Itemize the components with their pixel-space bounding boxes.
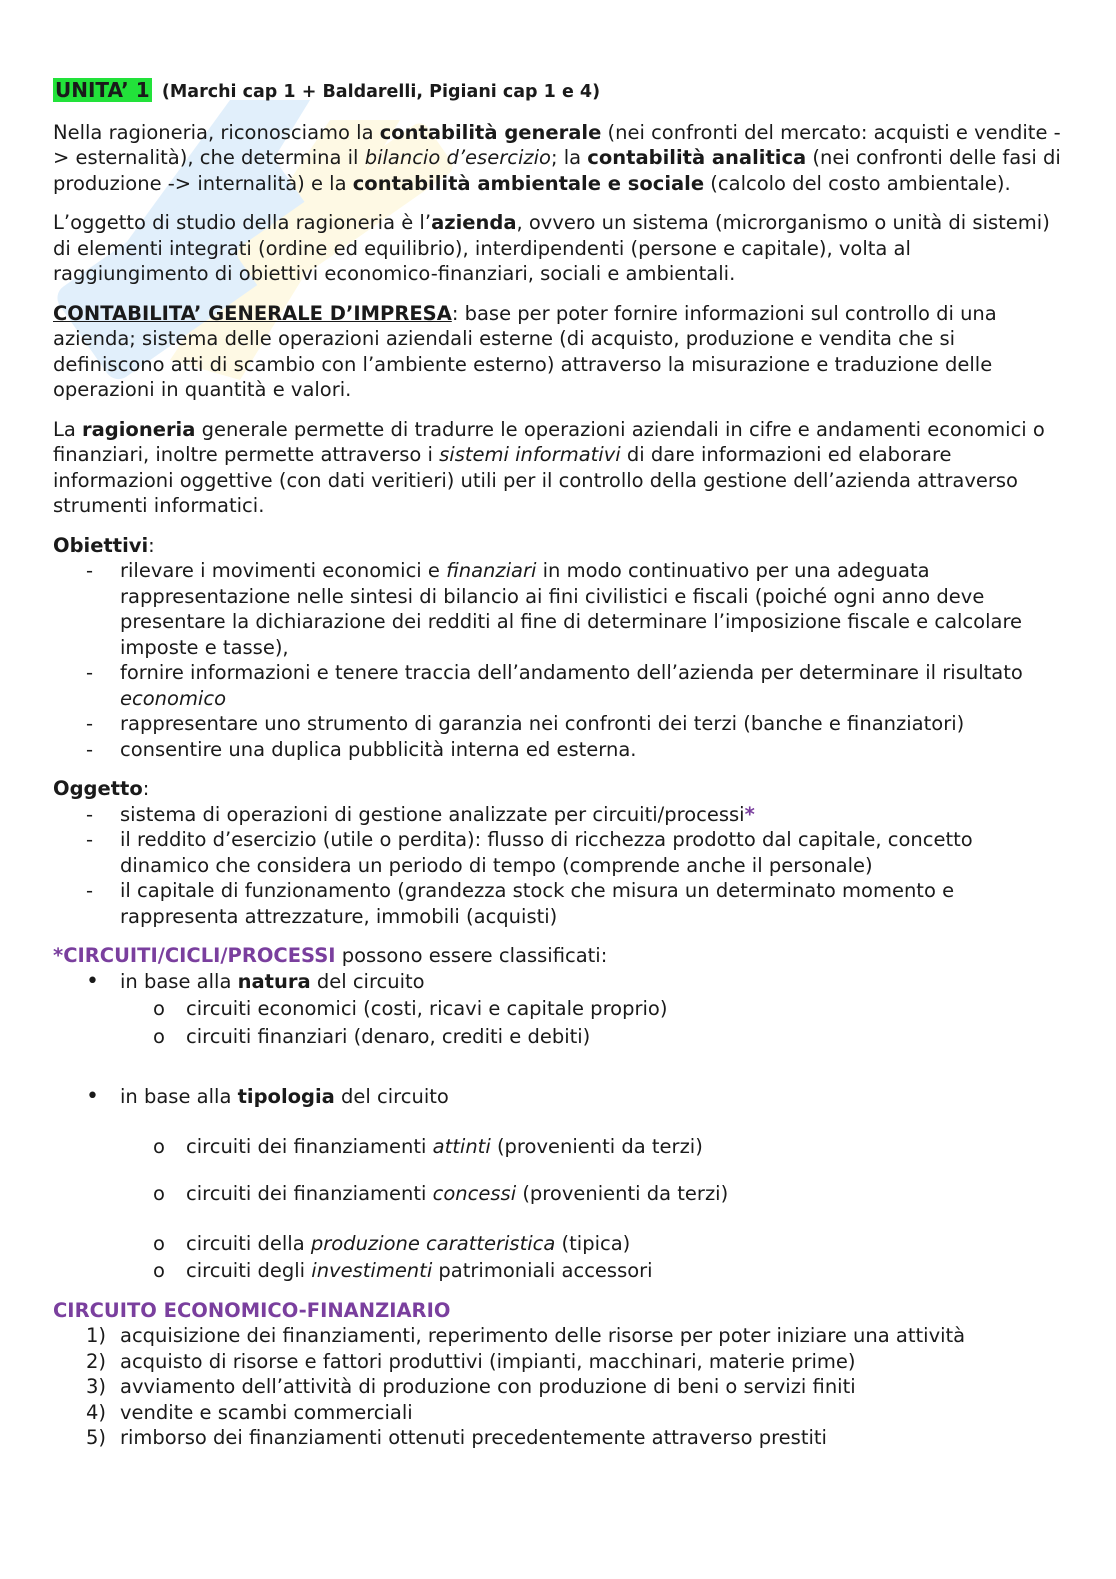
text: circuiti degli <box>186 1259 312 1282</box>
list-item: - il capitale di funzionamento (grandezza stock che misura un determinato momento e rappresenta attrezzature, immobili (acquisti) <box>53 878 1063 929</box>
step-number: 3) <box>86 1375 107 1398</box>
text: possono essere classificati: <box>335 944 608 967</box>
text: : base per poter fornire informazioni sul controllo di una azienda; sistema delle operazioni aziendali esterne (di acquisto, produzione e vendita che si definiscono atti di scambio con l’ambiente esterno) attraverso la misurazione e traduzione delle operazioni in quantità e valori. <box>53 301 997 401</box>
text: patrimoniali accessori <box>432 1259 653 1282</box>
list-item <box>53 1084 1063 1110</box>
circuiti-natura-list <box>53 969 1063 995</box>
text: in base alla <box>120 969 238 993</box>
text: La <box>53 417 83 441</box>
natura-sublist <box>53 996 1063 1049</box>
step-text: avviamento dell’attività di produzione con produzione di beni o servizi finiti <box>120 1375 856 1398</box>
paragraph-ragioneria-generale <box>53 417 1063 519</box>
text: del circuito <box>334 1085 449 1108</box>
text: concessi <box>432 1182 517 1205</box>
unit-heading <box>53 78 1063 106</box>
list-item <box>53 969 1063 995</box>
term-bilancio: bilancio d’esercizio <box>364 146 551 169</box>
text: L’oggetto di studio della ragioneria è l’ <box>53 211 432 234</box>
text: ; la <box>550 146 588 169</box>
term-contabilita-generale: contabilità generale <box>379 120 602 144</box>
obiettivi-list <box>53 558 1063 762</box>
step-text: vendite e scambi commerciali <box>120 1400 413 1424</box>
list-item <box>53 1258 1063 1284</box>
text: natura <box>237 969 311 993</box>
circuito-ef-steps <box>53 1323 1063 1451</box>
step-item <box>53 1425 1063 1451</box>
text: (nei confronti del mercato: acquisti e vendite -> esternalità), che determina il <box>53 120 1061 169</box>
list-item <box>53 558 1063 660</box>
step-number: 4) <box>86 1400 107 1424</box>
term-contabilita-ambientale: contabilità ambientale e sociale <box>352 171 705 195</box>
text: (calcolo del costo ambientale). <box>704 171 1011 195</box>
circuiti-title: *CIRCUITI/CICLI/PROCESSI <box>53 944 336 967</box>
list-item <box>53 802 1063 828</box>
text: del circuito <box>310 969 425 993</box>
text: generale permette di tradurre le operazioni aziendali in cifre e andamenti economici o finanziari, inoltre permette attraverso i <box>53 417 1045 466</box>
step-item <box>53 1349 1063 1375</box>
text: (provenienti da terzi) <box>490 1134 703 1158</box>
text: circuiti della <box>186 1231 311 1255</box>
unit-sources: (Marchi cap 1 + Baldarelli, Pigiani cap 1 e 4) <box>161 82 601 102</box>
list-item: - il reddito d’esercizio (utile o perdita): flusso di ricchezza prodotto dal capitale, concetto dinamico che considera un periodo di tempo (comprende anche il personale) <box>53 827 1063 878</box>
list-item: - rappresentare uno strumento di garanzia nei confronti dei terzi (banche e finanziatori) <box>53 711 1063 737</box>
text: tipologia <box>237 1085 335 1108</box>
step-item <box>53 1400 1063 1426</box>
circuito-ef-title: CIRCUITO ECONOMICO-FINANZIARIO <box>53 1298 451 1322</box>
obiettivi-section <box>53 533 1063 763</box>
text: di dare informazioni ed elaborare informazioni oggettive (con dati veritieri) utili per il controllo della gestione dell’azienda attraverso strumenti informatici. <box>53 443 1018 517</box>
step-number: 2) <box>86 1349 107 1373</box>
paragraph-ragioneria <box>53 120 1063 197</box>
step-text: acquisto di risorse e fattori produttivi (impianti, macchinari, materie prime) <box>120 1349 856 1373</box>
text: (nei confronti delle fasi di produzione -> internalità) e la <box>53 146 1061 195</box>
text: (tipica) <box>555 1231 631 1255</box>
oggetto-list <box>53 802 1063 930</box>
text: produzione caratteristica <box>310 1231 556 1255</box>
term-ragioneria: ragioneria <box>82 417 196 441</box>
text: Nella ragioneria, riconosciamo la <box>53 120 380 144</box>
footnote-star: * <box>744 802 755 826</box>
text: (provenienti da terzi) <box>516 1182 729 1205</box>
text: fornire informazioni e tenere traccia dell’andamento dell’azienda per determinare il risultato <box>120 661 1023 684</box>
step-text: acquisizione dei finanziamenti, reperimento delle risorse per poter iniziare una attività <box>120 1324 966 1347</box>
document-page <box>53 78 1063 1451</box>
text: attinti <box>432 1134 491 1158</box>
list-item <box>53 1231 1063 1257</box>
text: finanziari <box>446 559 537 582</box>
term-sistemi-informativi: sistemi informativi <box>439 443 621 466</box>
colon: : <box>142 777 150 800</box>
list-item: o circuiti finanziari (denaro, crediti e debiti) <box>53 1024 1063 1050</box>
circuiti-section <box>53 943 1063 1284</box>
text: in modo continuativo per una adeguata rappresentazione nelle sintesi di bilancio ai fini civilistici e fiscali (poiché ogni anno deve presentare la dichiarazione dei redditi al fine di determinare l’imposizione fiscale e calcolare imposte e tasse), <box>120 559 1023 659</box>
step-number: 5) <box>86 1426 107 1449</box>
text: investimenti <box>311 1259 433 1282</box>
tipologia-sublist <box>53 1134 1063 1284</box>
step-number: 1) <box>86 1324 107 1347</box>
term-contabilita-analitica: contabilità analitica <box>587 146 807 169</box>
text: , ovvero un sistema (microrganismo o unità di sistemi) di elementi integrati (ordine ed equilibrio), interdipendenti (persone e capitale), volta al raggiungimento di obiettivi economico-finanziari, sociali e ambientali. <box>53 211 1050 285</box>
oggetto-section <box>53 776 1063 929</box>
colon: : <box>148 533 155 557</box>
list-item: o circuiti economici (costi, ricavi e capitale proprio) <box>53 996 1063 1022</box>
list-item <box>53 660 1063 711</box>
list-item <box>53 1134 1063 1160</box>
text: circuiti dei finanziamenti <box>186 1182 433 1205</box>
text: rilevare i movimenti economici e <box>120 559 447 582</box>
unit-label: UNITA’ 1 <box>55 78 150 102</box>
step-item <box>53 1323 1063 1349</box>
term-azienda: azienda <box>431 211 517 234</box>
circuiti-tipologia-list <box>53 1084 1063 1110</box>
circuito-economico-finanziario-section <box>53 1298 1063 1451</box>
list-item: - consentire una duplica pubblicità interna ed esterna. <box>53 737 1063 763</box>
text: sistema di operazioni di gestione analizzate per circuiti/processi <box>120 802 745 826</box>
list-item <box>53 1181 1063 1207</box>
text: in base alla <box>120 1085 238 1108</box>
oggetto-label: Oggetto <box>53 777 143 800</box>
step-text: rimborso dei finanziamenti ottenuti precedentemente attraverso prestiti <box>120 1426 827 1449</box>
section-title: CONTABILITA’ GENERALE D’IMPRESA <box>53 301 452 325</box>
text: economico <box>120 686 227 710</box>
step-item <box>53 1374 1063 1400</box>
paragraph-contabilita-generale <box>53 301 1063 403</box>
paragraph-azienda <box>53 210 1063 287</box>
text: circuiti dei finanziamenti <box>186 1134 433 1158</box>
obiettivi-label: Obiettivi <box>53 533 149 557</box>
